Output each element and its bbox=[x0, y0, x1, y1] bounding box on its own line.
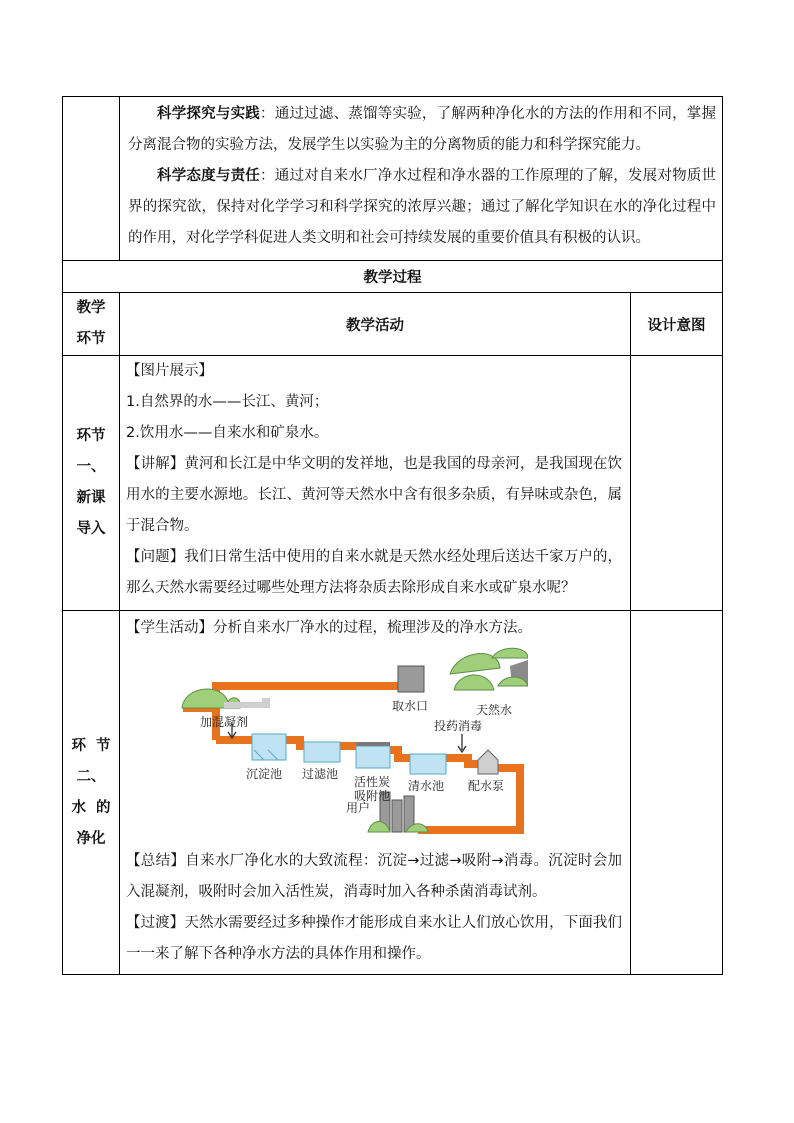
process-title-row bbox=[63, 261, 723, 293]
carbon-tank-icon bbox=[356, 742, 390, 768]
objectives-row bbox=[63, 97, 723, 261]
stage-1-intent bbox=[631, 356, 723, 611]
process-title: 教学过程 bbox=[63, 261, 723, 293]
stage-1-label: 环节 一、 新课 导入 bbox=[63, 356, 120, 611]
filter-tank-icon bbox=[304, 742, 340, 762]
tree-icon bbox=[182, 689, 270, 708]
natural-water-hills-icon bbox=[450, 648, 528, 690]
sedimentation-tank-icon bbox=[252, 734, 286, 760]
summary-text: 【总结】自来水厂净化水的大致流程：沉淀→过滤→吸附→消毒。沉淀时会加入混凝剂，吸附时会加入活性炭，消毒时加入各种杀菌消毒试剂。 bbox=[126, 853, 622, 900]
objectives-stage-cell bbox=[63, 97, 120, 261]
water-treatment-diagram bbox=[128, 646, 528, 846]
stage-1-activity bbox=[120, 356, 631, 611]
explanation-text: 【讲解】黄河和长江是中华文明的发祥地，也是我国的母亲河，是我国现在饮用水的主要水源地。长江、黄河等天然水中含有很多杂质，有异味或杂色，属于混合物。 bbox=[126, 456, 622, 534]
stage-1-row bbox=[63, 356, 723, 611]
sedimentation-label: 沉淀池 bbox=[246, 767, 283, 781]
intake-building-icon bbox=[398, 666, 424, 692]
carbon-label-1: 活性炭 bbox=[354, 775, 391, 789]
pump-icon bbox=[478, 750, 498, 774]
intake-label: 取水口 bbox=[392, 699, 429, 713]
stage-2-intent bbox=[631, 611, 723, 975]
picture-show-heading: 【图片展示】 bbox=[126, 363, 213, 379]
objective-attitude-text: 通过对自来水厂净水过程和净水器的工作原理的了解，发展对物质世界的探究欲，保持对化学学习和科学探究的浓厚兴趣；通过了解化学知识在水的净化过程中的作用，对化学学科促进人类文明和社会可持续发展的重要价值具有积极的认识。 bbox=[128, 168, 717, 246]
stage-2-label: 环 节 二、 水 的 净化 bbox=[63, 611, 120, 975]
stage-2-activity bbox=[120, 611, 631, 975]
list-item: 2.饮用水——自来水和矿泉水。 bbox=[126, 425, 329, 441]
lesson-plan-table bbox=[62, 96, 723, 975]
user-label: 用户 bbox=[346, 801, 371, 815]
natural-water-label: 天然水 bbox=[476, 703, 513, 717]
objective-attitude-label: 科学态度与责任 bbox=[157, 168, 261, 184]
clear-water-label: 清水池 bbox=[408, 779, 445, 793]
header-activity: 教学活动 bbox=[120, 293, 631, 356]
objectives-cell bbox=[120, 97, 723, 261]
student-activity-text: 【学生活动】分析自来水厂净水的过程，梳理涉及的净水方法。 bbox=[126, 620, 532, 636]
objective-inquiry-text: 通过过滤、蒸馏等实验，了解两种净化水的方法的作用和不同，掌握分离混合物的实验方法，发展学生以实验为主的分离物质的能力和科学探究能力。 bbox=[128, 106, 717, 153]
header-row bbox=[63, 293, 723, 356]
objective-inquiry: 科学探究与实践：通过过滤、蒸馏等实验，了解两种净化水的方法的作用和不同，掌握分离混合物的实验方法，发展学生以实验为主的分离物质的能力和科学探究能力。 bbox=[128, 106, 717, 153]
list-item: 1.自然界的水——长江、黄河； bbox=[126, 394, 329, 410]
objective-attitude: 科学态度与责任：通过对自来水厂净水过程和净水器的工作原理的了解，发展对物质世界的探究欲，保持对化学学习和科学探究的浓厚兴趣；通过了解化学知识在水的净化过程中的作用，对化学学科促进人类文明和社会可持续发展的重要价值具有积极的认识。 bbox=[128, 168, 717, 246]
carbon-label-2: 吸附池 bbox=[354, 789, 391, 803]
coagulant-label: 加混凝剂 bbox=[200, 715, 249, 729]
header-stage: 教学 环节 bbox=[63, 293, 120, 356]
header-intent: 设计意图 bbox=[631, 293, 723, 356]
disinfect-arrow-icon bbox=[458, 734, 466, 752]
question-text: 【问题】我们日常生活中使用的自来水就是天然水经处理后送达千家万户的，那么天然水需要经过哪些处理方法将杂质去除形成自来水或矿泉水呢？ bbox=[126, 549, 622, 596]
transition-text: 【过渡】天然水需要经过多种操作才能形成自来水让人们放心饮用，下面我们一一来了解下各种净水方法的具体作用和操作。 bbox=[126, 915, 622, 962]
filter-label: 过滤池 bbox=[302, 767, 339, 781]
clear-water-tank-icon bbox=[410, 754, 446, 774]
stage-2-row bbox=[63, 611, 723, 975]
disinfect-label: 投药消毒 bbox=[434, 719, 483, 733]
pump-label: 配水泵 bbox=[468, 779, 505, 793]
objective-inquiry-label: 科学探究与实践 bbox=[157, 106, 261, 122]
